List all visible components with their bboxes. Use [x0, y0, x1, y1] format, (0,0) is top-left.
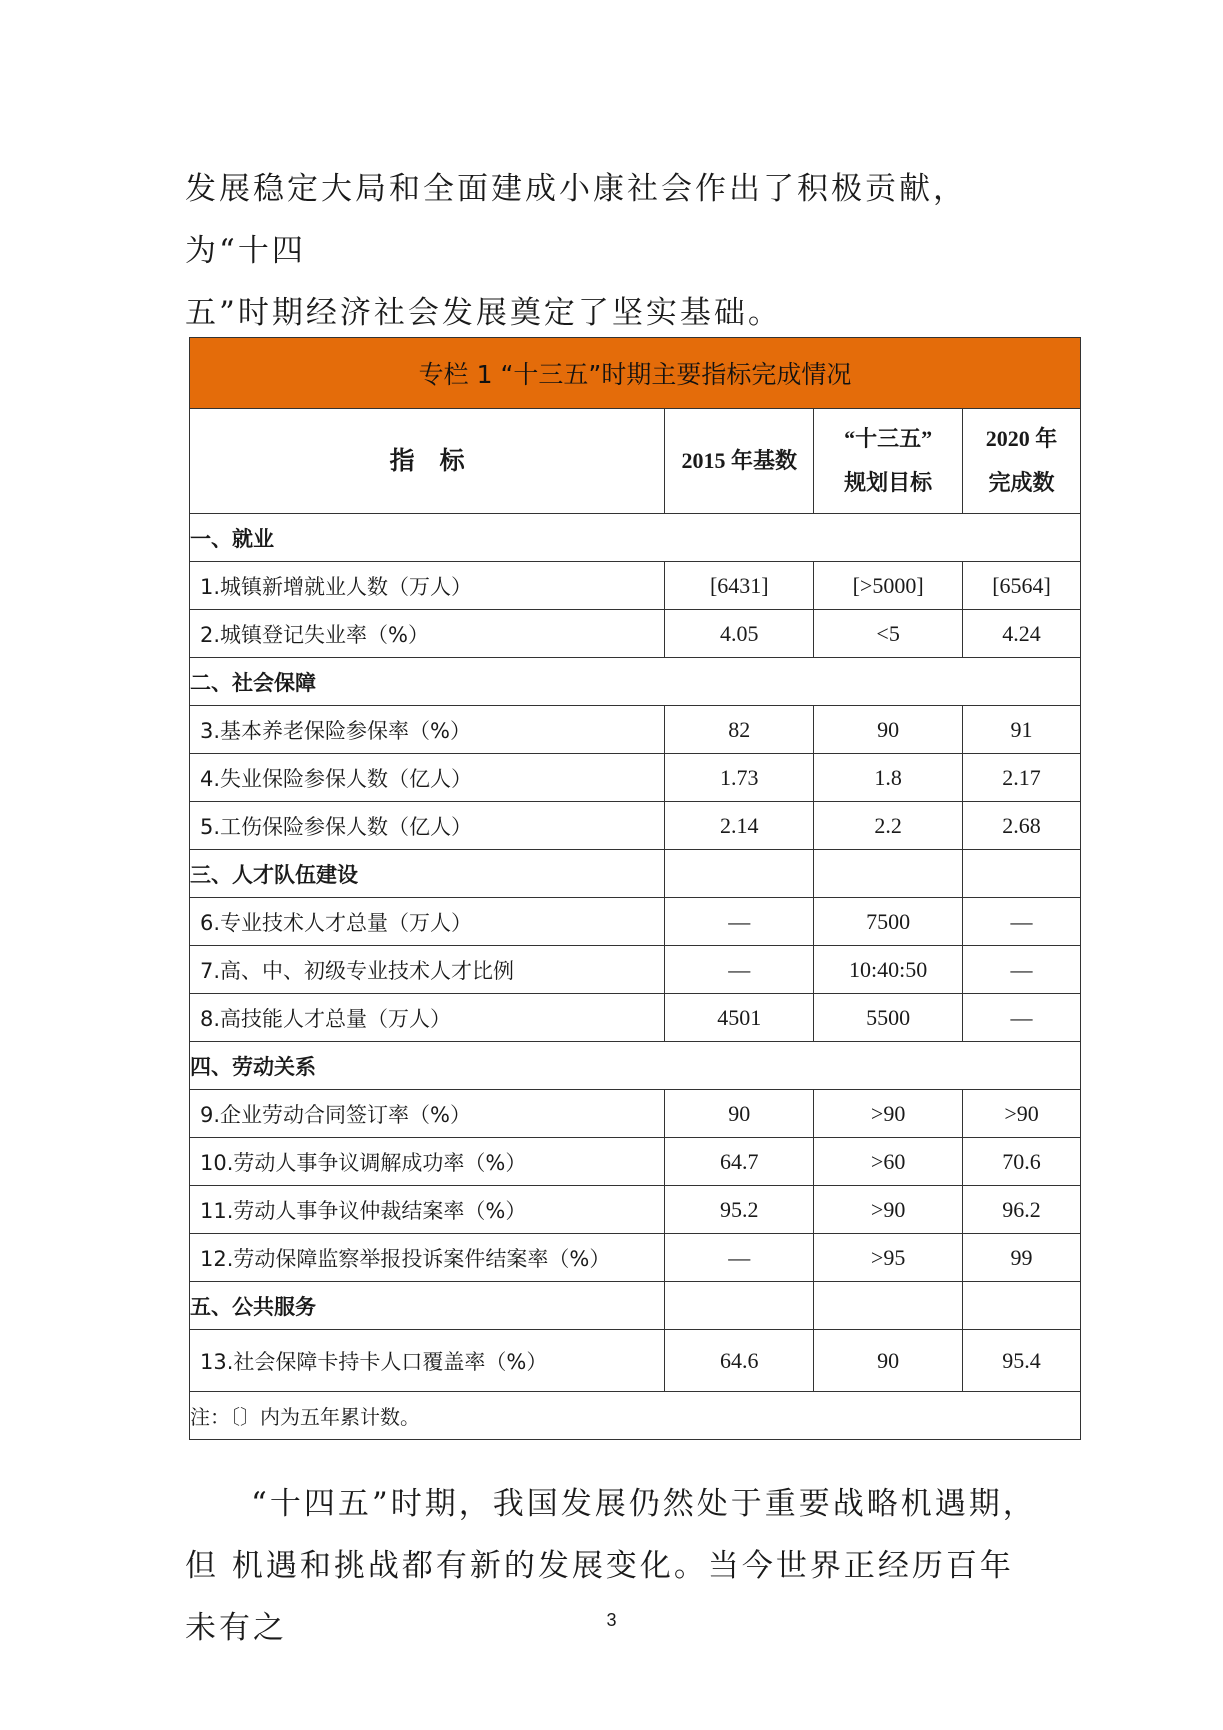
- target-value: >95: [814, 1234, 963, 1282]
- indicator-name: 2.城镇登记失业率（%）: [190, 610, 665, 658]
- done-2020-value: —: [963, 994, 1081, 1042]
- table-note-row: [190, 1392, 1081, 1440]
- header-base-2015: 2015 年基数: [665, 409, 814, 514]
- table-row: [190, 1330, 1081, 1392]
- target-value: 90: [814, 1330, 963, 1392]
- done-2020-value: 99: [963, 1234, 1081, 1282]
- header-target-line-2: 规划目标: [844, 470, 933, 495]
- base-2015-value: 64.6: [665, 1330, 814, 1392]
- intro-paragraph: [185, 158, 1040, 344]
- indicator-name: 9.企业劳动合同签订率（%）: [190, 1090, 665, 1138]
- base-2015-value: 4501: [665, 994, 814, 1042]
- target-value: 2.2: [814, 802, 963, 850]
- base-2015-value: [6431]: [665, 562, 814, 610]
- table-note: 注：〔〕内为五年累计数。: [190, 1392, 1081, 1440]
- done-2020-value: 4.24: [963, 610, 1081, 658]
- header-indicator: 指 标: [190, 409, 665, 514]
- base-2015-value: 90: [665, 1090, 814, 1138]
- base-2015-value: —: [665, 1234, 814, 1282]
- table-row: [190, 994, 1081, 1042]
- target-value: >90: [814, 1186, 963, 1234]
- header-target: [814, 409, 963, 514]
- base-2015-value: —: [665, 946, 814, 994]
- target-value: >90: [814, 1090, 963, 1138]
- empty-cell: [665, 1282, 814, 1330]
- intro-line-1: 发展稳定大局和全面建成小康社会作出了积极贡献，为“十四: [185, 171, 967, 269]
- empty-cell: [814, 850, 963, 898]
- table-row: [190, 610, 1081, 658]
- table-row: [190, 1234, 1081, 1282]
- header-done: [963, 409, 1081, 514]
- header-target-line-1: “十三五”: [844, 426, 933, 451]
- done-2020-value: 91: [963, 706, 1081, 754]
- done-2020-value: 2.68: [963, 802, 1081, 850]
- indicator-name: 5.工伤保险参保人数（亿人）: [190, 802, 665, 850]
- indicator-name: 13.社会保障卡持卡人口覆盖率（%）: [190, 1330, 665, 1392]
- base-2015-value: 4.05: [665, 610, 814, 658]
- done-2020-value: 95.4: [963, 1330, 1081, 1392]
- indicator-name: 11.劳动人事争议仲裁结案率（%）: [190, 1186, 665, 1234]
- done-2020-value: 2.17: [963, 754, 1081, 802]
- section-title: 五、公共服务: [190, 1282, 665, 1330]
- table-caption: 专栏 1 “十三五”时期主要指标完成情况: [190, 338, 1081, 409]
- base-2015-value: —: [665, 898, 814, 946]
- section-row: [190, 514, 1081, 562]
- table-row: [190, 1138, 1081, 1186]
- indicator-name: 8.高技能人才总量（万人）: [190, 994, 665, 1042]
- target-value: 10:40:50: [814, 946, 963, 994]
- indicator-name: 4.失业保险参保人数（亿人）: [190, 754, 665, 802]
- base-2015-value: 64.7: [665, 1138, 814, 1186]
- section-row: [190, 658, 1081, 706]
- done-2020-value: —: [963, 946, 1081, 994]
- base-2015-value: 2.14: [665, 802, 814, 850]
- done-2020-value: [6564]: [963, 562, 1081, 610]
- outlook-line-2: 机遇和挑战都有新的发展变化。当今世界正经历百年未有之: [185, 1548, 1014, 1646]
- target-value: 5500: [814, 994, 963, 1042]
- section-title: 二、社会保障: [190, 658, 1081, 706]
- table-row: [190, 706, 1081, 754]
- outlook-line-1: “十四五”时期，我国发展仍然处于重要战略机遇期，但: [185, 1486, 1037, 1584]
- table-row: [190, 802, 1081, 850]
- intro-line-2: 五”时期经济社会发展奠定了坚实基础。: [185, 295, 782, 331]
- empty-cell: [963, 850, 1081, 898]
- target-value: >60: [814, 1138, 963, 1186]
- section-title: 四、劳动关系: [190, 1042, 1081, 1090]
- target-value: 7500: [814, 898, 963, 946]
- indicator-table: [189, 337, 1081, 1440]
- header-done-line-1: 2020 年: [985, 426, 1058, 451]
- section-row: [190, 1042, 1081, 1090]
- indicator-name: 6.专业技术人才总量（万人）: [190, 898, 665, 946]
- target-value: 90: [814, 706, 963, 754]
- empty-cell: [665, 850, 814, 898]
- section-row: [190, 1282, 1081, 1330]
- target-value: <5: [814, 610, 963, 658]
- section-row: [190, 850, 1081, 898]
- indicator-name: 12.劳动保障监察举报投诉案件结案率（%）: [190, 1234, 665, 1282]
- table-row: [190, 898, 1081, 946]
- done-2020-value: 96.2: [963, 1186, 1081, 1234]
- table-row: [190, 562, 1081, 610]
- table-header-row: [190, 409, 1081, 514]
- base-2015-value: 82: [665, 706, 814, 754]
- done-2020-value: 70.6: [963, 1138, 1081, 1186]
- section-title: 三、人才队伍建设: [190, 850, 665, 898]
- outlook-paragraph: [185, 1473, 1040, 1659]
- header-done-line-2: 完成数: [988, 470, 1055, 495]
- base-2015-value: 95.2: [665, 1186, 814, 1234]
- target-value: 1.8: [814, 754, 963, 802]
- done-2020-value: —: [963, 898, 1081, 946]
- base-2015-value: 1.73: [665, 754, 814, 802]
- table-row: [190, 1090, 1081, 1138]
- table-row: [190, 946, 1081, 994]
- empty-cell: [814, 1282, 963, 1330]
- done-2020-value: >90: [963, 1090, 1081, 1138]
- page-number: 3: [606, 1610, 617, 1630]
- empty-cell: [963, 1282, 1081, 1330]
- indicator-name: 10.劳动人事争议调解成功率（%）: [190, 1138, 665, 1186]
- indicator-name: 3.基本养老保险参保率（%）: [190, 706, 665, 754]
- table-row: [190, 1186, 1081, 1234]
- target-value: [>5000]: [814, 562, 963, 610]
- table-row: [190, 754, 1081, 802]
- indicator-name: 7.高、中、初级专业技术人才比例: [190, 946, 665, 994]
- section-title: 一、就业: [190, 514, 1081, 562]
- indicator-name: 1.城镇新增就业人数（万人）: [190, 562, 665, 610]
